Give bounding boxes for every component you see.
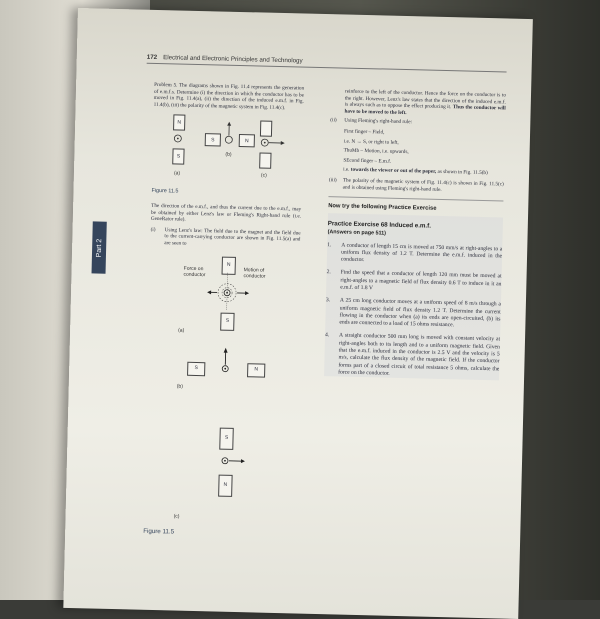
- fig1-label-a: (a): [174, 171, 180, 178]
- figure-11-4: [152, 112, 304, 192]
- conductor-b-icon: [225, 137, 232, 144]
- item-i-label: (i): [150, 227, 164, 247]
- fleming-line-2: i.e. N → S, or right to left,: [330, 138, 505, 149]
- magnet-top-c: [260, 121, 272, 137]
- exercise-item: [325, 297, 501, 330]
- fig2c-magnet-s: S: [219, 427, 234, 449]
- fleming-conclusion-bold: towards the viewer or out of the paper,: [351, 167, 437, 175]
- answer-intro: The direction of the e.m.f., and thus the current due to the e.m.f., may be obtained by either Lenz's law or Fleming's Right-hand rule (i.e. GeneRator rule).: [151, 203, 301, 226]
- exercise-item: [326, 270, 501, 296]
- exercise-number: 2.: [326, 270, 341, 292]
- motion-of-conductor-label: Motion of conductor: [243, 267, 281, 280]
- fig2b-magnet-n: N: [247, 363, 265, 377]
- problem-5-text: Problem 5. The diagrams shown in Fig. 11.4 represents the generation of e.m.f.s. Determine (i) the direction in which the conductor has to be moved in Fig. 11.4(a), (ii) the direction of the induced e.m.f. in Fig. 11.4(b), (iii) the polarity of the magnetic system in Fig. 11.4(c).: [154, 82, 305, 112]
- left-column: [143, 82, 304, 554]
- exercise-text: Find the speed that a conductor of length 120 mm must be moved at right-angles to a magnetic field of flux density 0.6 T to induce in it an e.m.f. of 1.8 V: [340, 270, 501, 296]
- practice-exercise-box: [324, 213, 503, 380]
- force-on-conductor-label: Force on conductor: [183, 265, 219, 278]
- fig2-svg: [143, 250, 300, 554]
- fig2b-magnet-s: S: [187, 361, 205, 375]
- fig2-label-a: (a): [178, 327, 184, 334]
- fig2c-magnet-n: N: [218, 474, 233, 496]
- part-tab-label: Part 2: [95, 238, 102, 257]
- exercise-item: [324, 333, 500, 381]
- textbook-page: [63, 8, 533, 619]
- fig1-label-c: (c): [261, 173, 267, 180]
- fig2c-conductor-dot: [224, 459, 226, 461]
- exercise-text: A conductor of length 15 cm is moved at 750 mm/s at right-angles to a uniform flux density of 1.2 T. Determine the e.m.f. induced in the conductor.: [341, 242, 502, 268]
- item-ii: [330, 118, 505, 129]
- item-iii-text: The polarity of the magnetic system of Fig. 11.4(c) is shown in Fig. 11.5(c) and is obtained using Fleming's right-hand rule.: [343, 177, 504, 194]
- fleming-conclusion-tail: as shown in Fig. 11.5(b): [437, 169, 487, 176]
- conductor-dot-a: [177, 138, 179, 140]
- magnet-n-b: N: [239, 134, 255, 147]
- figure-caption-2: Figure 11.5: [143, 528, 174, 535]
- running-title: Electrical and Electronic Principles and Technology: [163, 54, 303, 64]
- conductor-dot-c: [264, 142, 266, 144]
- fleming-line-4: SEcond finger – E.m.f.: [329, 157, 504, 168]
- item-ii-text: Using Fleming's right-hand rule:: [344, 118, 505, 129]
- fleming-conclusion-plain: i.e.: [343, 167, 349, 173]
- exercise-text: A straight conductor 500 mm long is moved with constant velocity at right-angles both to its length and to a uniform magnetic field. Given that the e.m.f. induced in the conductor is 2.5 V and the velocity is 5 m/s, calculate the flux density of the magnetic field. If the conductor forms part of a closed circuit of total resistance 5 ohms, calculate the force on the conductor.: [338, 333, 500, 381]
- header-rule: [147, 63, 507, 72]
- continuation-text: reinforce to the left of the conductor. Hence the force on the conductor is to the right. However, Lenz's law states that the direction of the induced e.m.f. is always such as to oppose the effect producing it.: [345, 89, 506, 111]
- fig2a-magnet-s: S: [220, 312, 234, 330]
- page-number: 172: [147, 54, 157, 61]
- fig2b-conductor-dot: [224, 367, 226, 369]
- magnet-n-a: N: [173, 115, 185, 131]
- fig2-label-b: (b): [177, 383, 183, 390]
- right-column: [324, 88, 506, 386]
- magnet-bottom-c: [259, 153, 271, 169]
- part-tab: [92, 221, 107, 273]
- motion-arrowhead-b: [227, 122, 231, 126]
- exercise-number: 4.: [324, 333, 339, 377]
- fleming-line-1: First finger – Field,: [330, 128, 505, 139]
- magnet-s-a: S: [172, 149, 184, 165]
- now-try-heading: Now try the following Practice Exercise: [328, 203, 503, 214]
- practice-exercise-answers: (Answers on page 511): [328, 229, 503, 240]
- exercise-number: 3.: [325, 297, 340, 327]
- motion-arrowhead: [245, 291, 249, 295]
- item-iii: [329, 177, 504, 194]
- motion-arrowhead-c: [281, 141, 285, 145]
- item-i-continuation: [330, 88, 506, 119]
- fig2-label-c: (c): [174, 513, 180, 520]
- field-line-vertical: [227, 272, 228, 310]
- item-iii-label: (iii): [329, 177, 343, 191]
- magnet-s-b: S: [205, 134, 221, 147]
- figure-11-5: [143, 250, 300, 554]
- exercise-number: 1.: [327, 242, 342, 264]
- continuation-bold: Thus the conductor will have to be moved to the left.: [344, 104, 505, 115]
- fig1-label-b: (b): [225, 152, 231, 159]
- fig2b-motion-arrowhead: [224, 347, 228, 352]
- figure-caption-1: Figure 11.5: [151, 188, 301, 198]
- fig2c-motion-arrowhead: [241, 459, 245, 463]
- fig2a-magnet-n: N: [222, 256, 236, 274]
- fleming-conclusion: [329, 167, 504, 178]
- exercise-item: [327, 242, 502, 268]
- item-i: [150, 227, 300, 250]
- fleming-line-3: ThuMb – Motion, i.e. upwards,: [330, 147, 505, 158]
- exercise-text: A 25 cm long conductor moves at a uniform speed of 8 m/s through a uniform magnetic field of flux density 1.2 T. Determine the current flowing in the conductor when (a) its ends are open-circuited, (b) its ends are connected to a load of 15 ohms resistance.: [339, 298, 501, 331]
- item-ii-label: (ii): [330, 118, 344, 125]
- section-rule: [328, 196, 503, 201]
- item-i-text: Using Lenz's law: The field due to the magnet and the field due to the current-carrying conductor are shown in Fig. 11.5(a) and are seen to: [164, 227, 300, 250]
- force-arrowhead: [207, 290, 211, 294]
- practice-exercise-title: Practice Exercise 68 Induced e.m.f.: [328, 221, 503, 232]
